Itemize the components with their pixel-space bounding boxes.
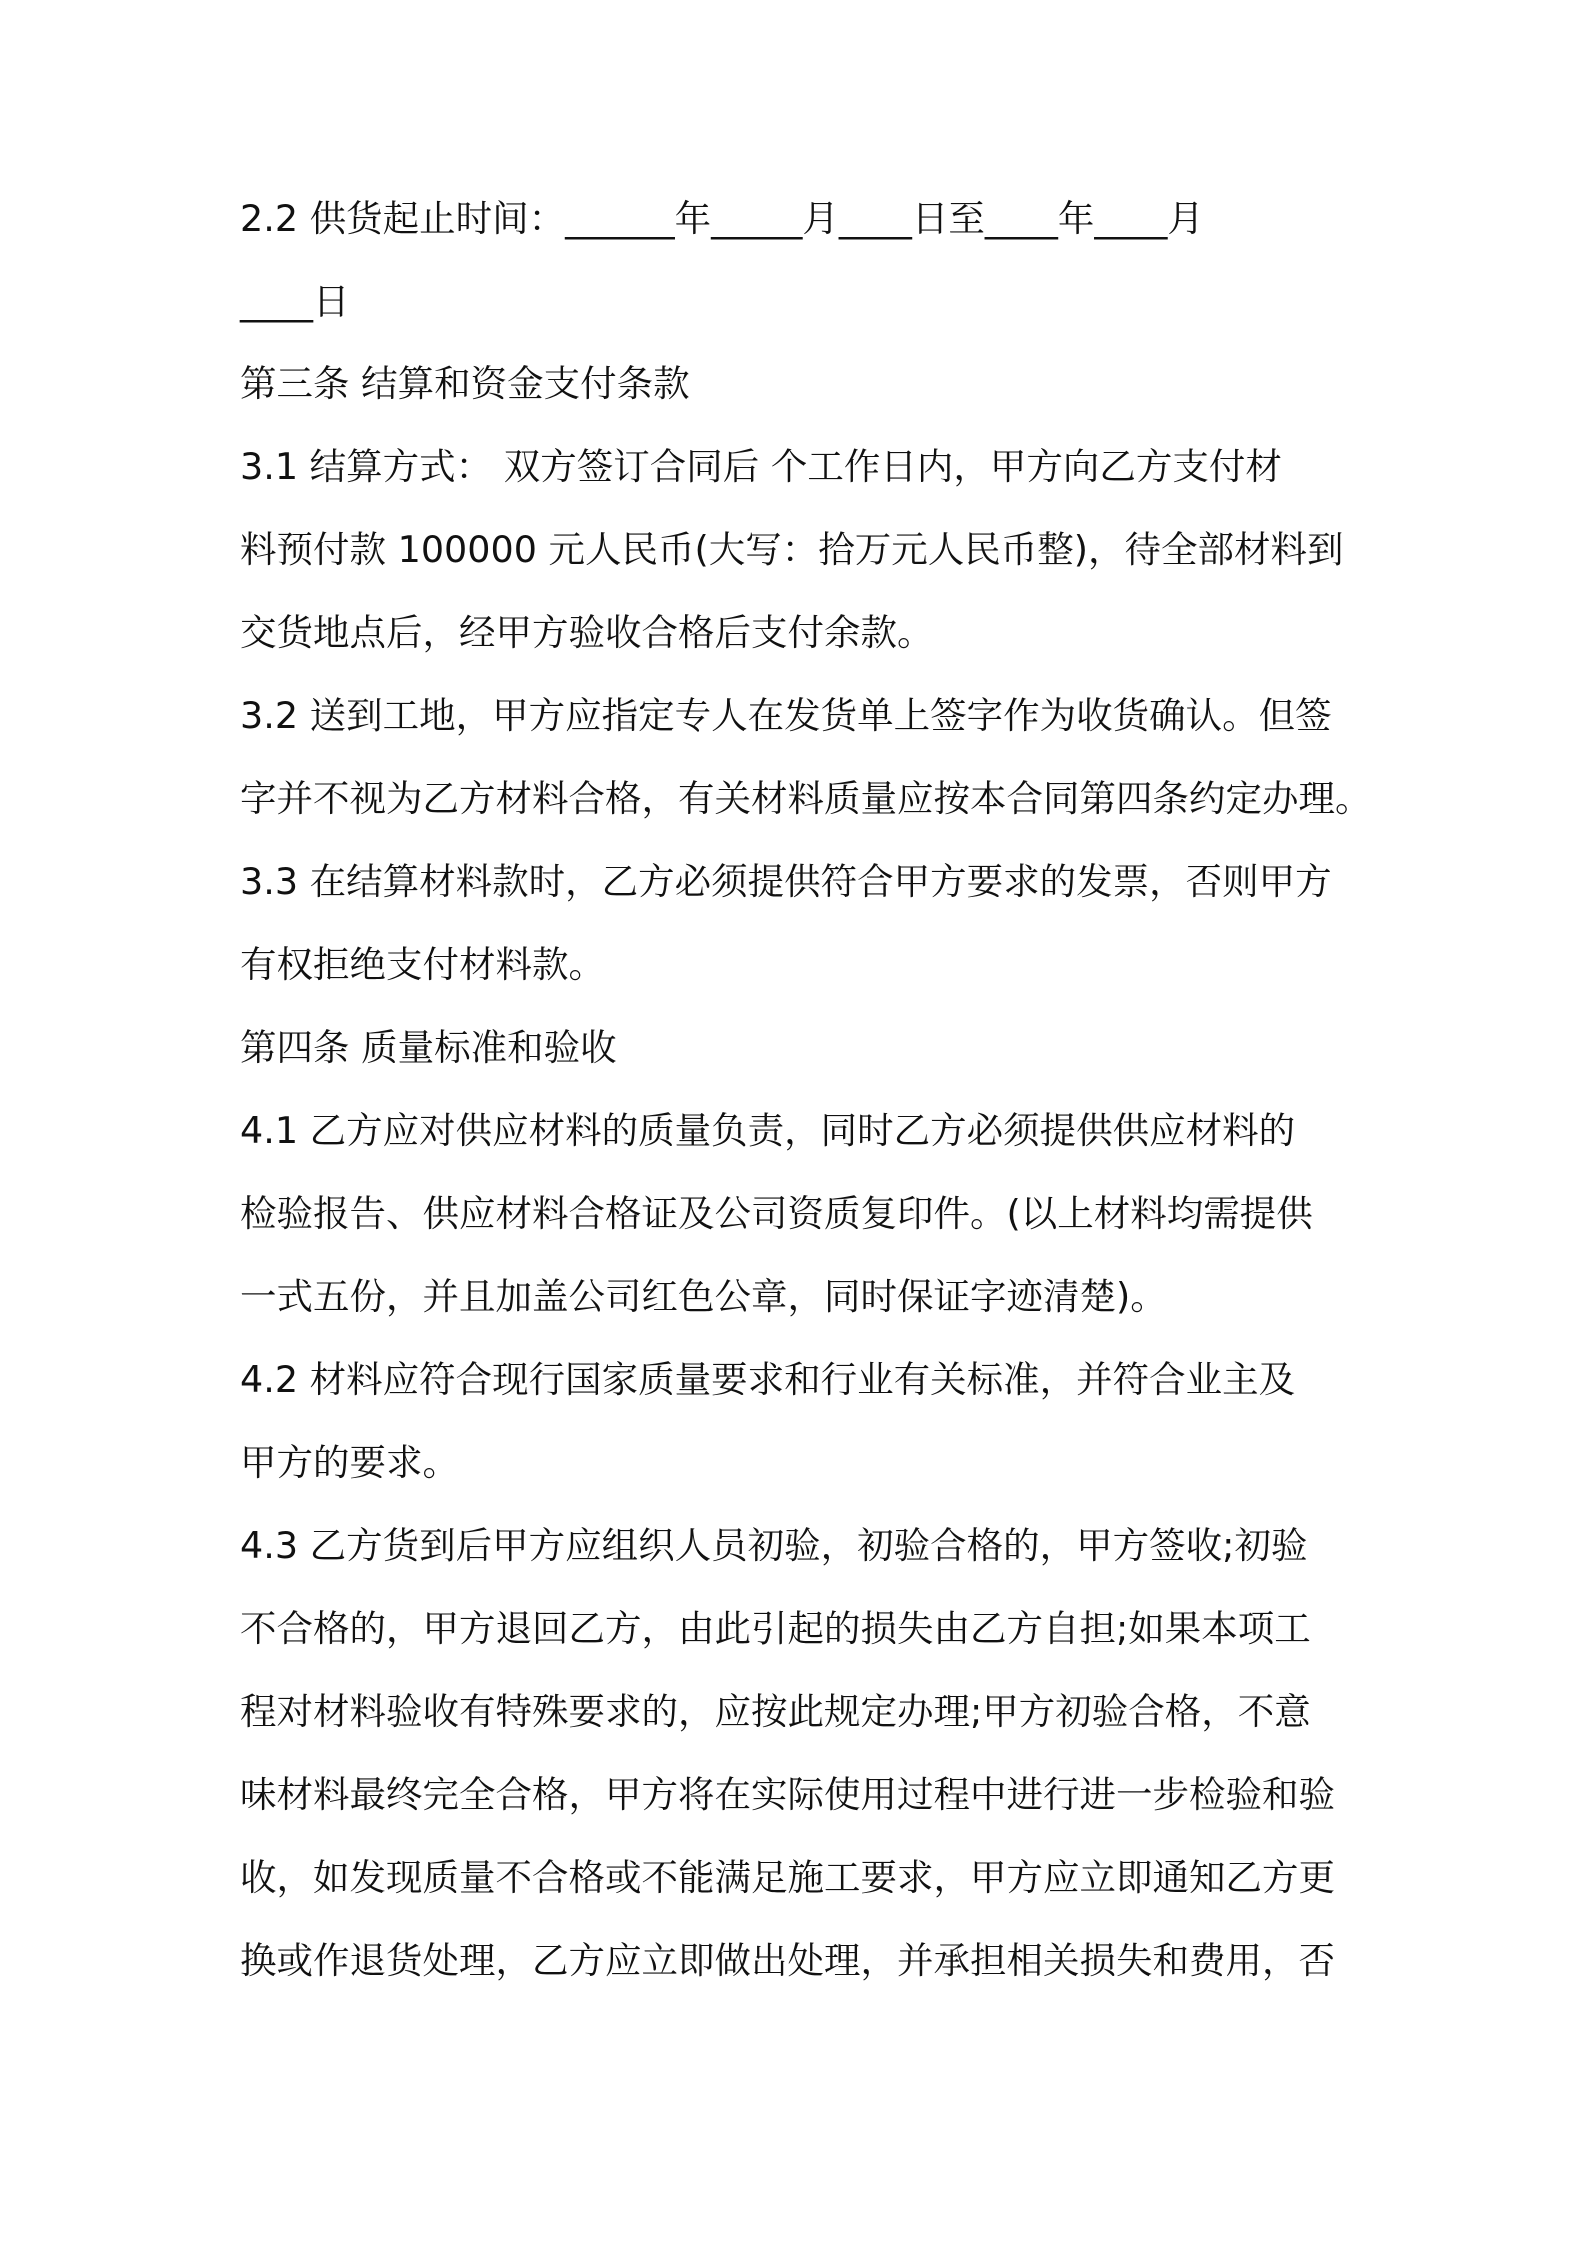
text-line-4-3-cont: 不合格的，甲方退回乙方，由此引起的损失由乙方自担;如果本项工 [240,1607,1311,1650]
text-line-4-3-cont: 程对材料验收有特殊要求的，应按此规定办理;甲方初验合格，不意 [240,1690,1311,1733]
text-line-3-1: 3.1 结算方式： 双方签订合同后 个工作日内，甲方向乙方支付材 [240,445,1282,488]
text-line-3-2: 3.2 送到工地，甲方应指定专人在发货单上签字作为收货确认。但签 [240,694,1332,737]
text-line-3-3-cont: 有权拒绝支付材料款。 [240,943,605,986]
text-line-4-1-cont: 一式五份，并且加盖公司红色公章，同时保证字迹清楚)。 [240,1275,1167,1318]
text-line-4-3-cont: 收，如发现质量不合格或不能满足施工要求，甲方应立即通知乙方更 [240,1856,1335,1899]
text-line-3-2-cont: 字并不视为乙方材料合格，有关材料质量应按本合同第四条约定办理。 [240,777,1372,820]
text-line-2-2-cont: ____日 [240,280,350,323]
text-line-4-3-cont: 换或作退货处理，乙方应立即做出处理，并承担相关损失和费用，否 [240,1939,1335,1982]
article-3-heading: 第三条 结算和资金支付条款 [240,362,690,405]
text-line-4-2-cont: 甲方的要求。 [240,1441,459,1484]
text-line-4-3-cont: 味材料最终完全合格，甲方将在实际使用过程中进行进一步检验和验 [240,1773,1335,1816]
article-4-heading: 第四条 质量标准和验收 [240,1026,617,1069]
text-line-3-3: 3.3 在结算材料款时，乙方必须提供符合甲方要求的发票，否则甲方 [240,860,1332,903]
text-line-4-1: 4.1 乙方应对供应材料的质量负责，同时乙方必须提供供应材料的 [240,1109,1296,1152]
text-line-4-1-cont: 检验报告、供应材料合格证及公司资质复印件。(以上材料均需提供 [240,1192,1313,1235]
text-line-2-2: 2.2 供货起止时间：______年_____月____日至____年____月 [240,197,1204,240]
text-line-4-2: 4.2 材料应符合现行国家质量要求和行业有关标准，并符合业主及 [240,1358,1296,1401]
text-line-3-1-cont: 料预付款 100000 元人民币(大写：拾万元人民币整)，待全部材料到 [240,528,1344,571]
text-line-4-3: 4.3 乙方货到后甲方应组织人员初验，初验合格的，甲方签收;初验 [240,1524,1308,1567]
text-line-3-1-cont: 交货地点后，经甲方验收合格后支付余款。 [240,611,934,654]
